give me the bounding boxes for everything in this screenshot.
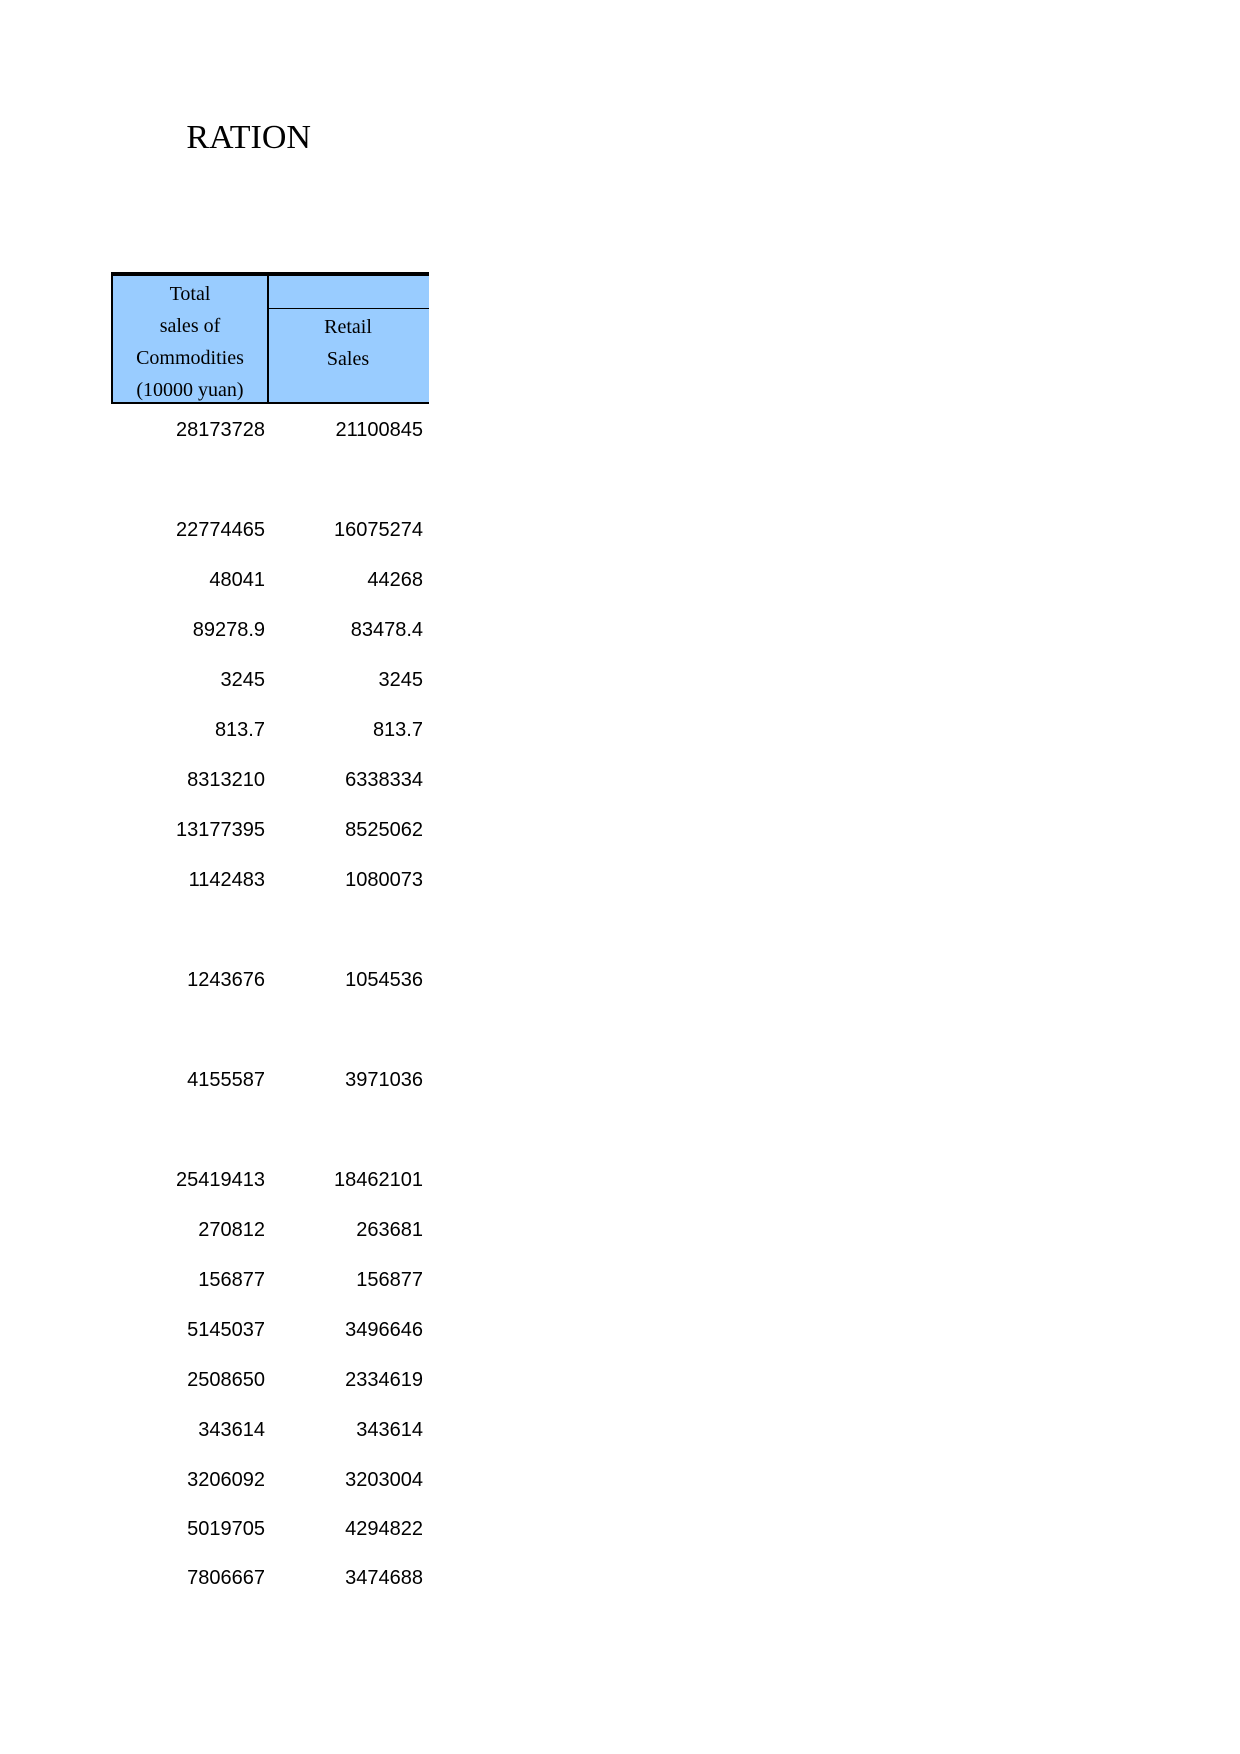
- retail-sales-cell: 343614: [356, 1419, 423, 1441]
- retail-sales-cell: 1080073: [345, 869, 423, 891]
- header-retail-sales-label: Retail Sales: [324, 316, 372, 370]
- retail-sales-cell: 3496646: [345, 1319, 423, 1341]
- retail-sales-cell: 18462101: [334, 1169, 423, 1191]
- header-total-sales-label: Total sales of Commodities (10000 yuan): [136, 283, 244, 401]
- table-header: [111, 272, 429, 404]
- retail-sales-cell: 813.7: [372, 719, 423, 741]
- retail-sales-cell: 1054536: [345, 969, 423, 991]
- total-sales-cell: 7806667: [187, 1567, 265, 1589]
- total-sales-cell: 22774465: [176, 519, 265, 541]
- total-sales-cell: 3245: [220, 669, 265, 691]
- retail-sales-cell: 83478.4: [350, 619, 423, 641]
- retail-sales-cell: 44268: [367, 569, 423, 591]
- total-sales-cell: 13177395: [176, 819, 265, 841]
- total-sales-cell: 5145037: [187, 1319, 265, 1341]
- table-row: [111, 764, 429, 796]
- retail-sales-cell: 3474688: [345, 1567, 423, 1589]
- header-retail-sales: [269, 308, 429, 402]
- retail-sales-cell: 3971036: [345, 1069, 423, 1091]
- table-row: [111, 664, 429, 696]
- table-row: [111, 414, 429, 446]
- table-row: [111, 1364, 429, 1396]
- retail-sales-cell: 3203004: [345, 1469, 423, 1491]
- total-sales-cell: 8313210: [187, 769, 265, 791]
- total-sales-cell: 1142483: [188, 869, 265, 891]
- table-row: [111, 1414, 429, 1446]
- table-row: [111, 1164, 429, 1196]
- retail-sales-cell: 3245: [378, 669, 423, 691]
- retail-sales-cell: 21100845: [335, 419, 423, 441]
- header-total-sales: [111, 276, 269, 402]
- table-row: [111, 714, 429, 746]
- data-table: [111, 272, 429, 1622]
- total-sales-cell: 813.7: [214, 719, 265, 741]
- table-row: [111, 964, 429, 996]
- table-row: [111, 1513, 429, 1545]
- total-sales-cell: 156877: [198, 1269, 265, 1291]
- table-row: [111, 614, 429, 646]
- total-sales-cell: 343614: [198, 1419, 265, 1441]
- page-title: RATION: [186, 119, 311, 156]
- table-row: [111, 1264, 429, 1296]
- retail-sales-cell: 16075274: [334, 519, 423, 541]
- total-sales-cell: 4155587: [187, 1069, 265, 1091]
- total-sales-cell: 270812: [198, 1219, 265, 1241]
- table-row: [111, 1314, 429, 1346]
- table-row: [111, 1064, 429, 1096]
- table-row: [111, 1214, 429, 1246]
- total-sales-cell: 1243676: [187, 969, 265, 991]
- total-sales-cell: 89278.9: [192, 619, 265, 641]
- total-sales-cell: 5019705: [187, 1518, 265, 1540]
- table-row: [111, 864, 429, 896]
- total-sales-cell: 2508650: [187, 1369, 265, 1391]
- retail-sales-cell: 8525062: [345, 819, 423, 841]
- retail-sales-cell: 6338334: [345, 769, 423, 791]
- retail-sales-cell: 263681: [356, 1219, 423, 1241]
- total-sales-cell: 48041: [209, 569, 265, 591]
- retail-sales-cell: 4294822: [345, 1518, 423, 1540]
- table-row: [111, 814, 429, 846]
- table-row: [111, 1562, 429, 1594]
- retail-sales-cell: 156877: [356, 1269, 423, 1291]
- table-row: [111, 564, 429, 596]
- total-sales-cell: 25419413: [176, 1169, 265, 1191]
- retail-sales-cell: 2334619: [345, 1369, 423, 1391]
- table-row: [111, 514, 429, 546]
- page-title-area: [111, 118, 311, 178]
- table-row: [111, 1464, 429, 1496]
- total-sales-cell: 3206092: [187, 1469, 265, 1491]
- total-sales-cell: 28173728: [176, 419, 265, 441]
